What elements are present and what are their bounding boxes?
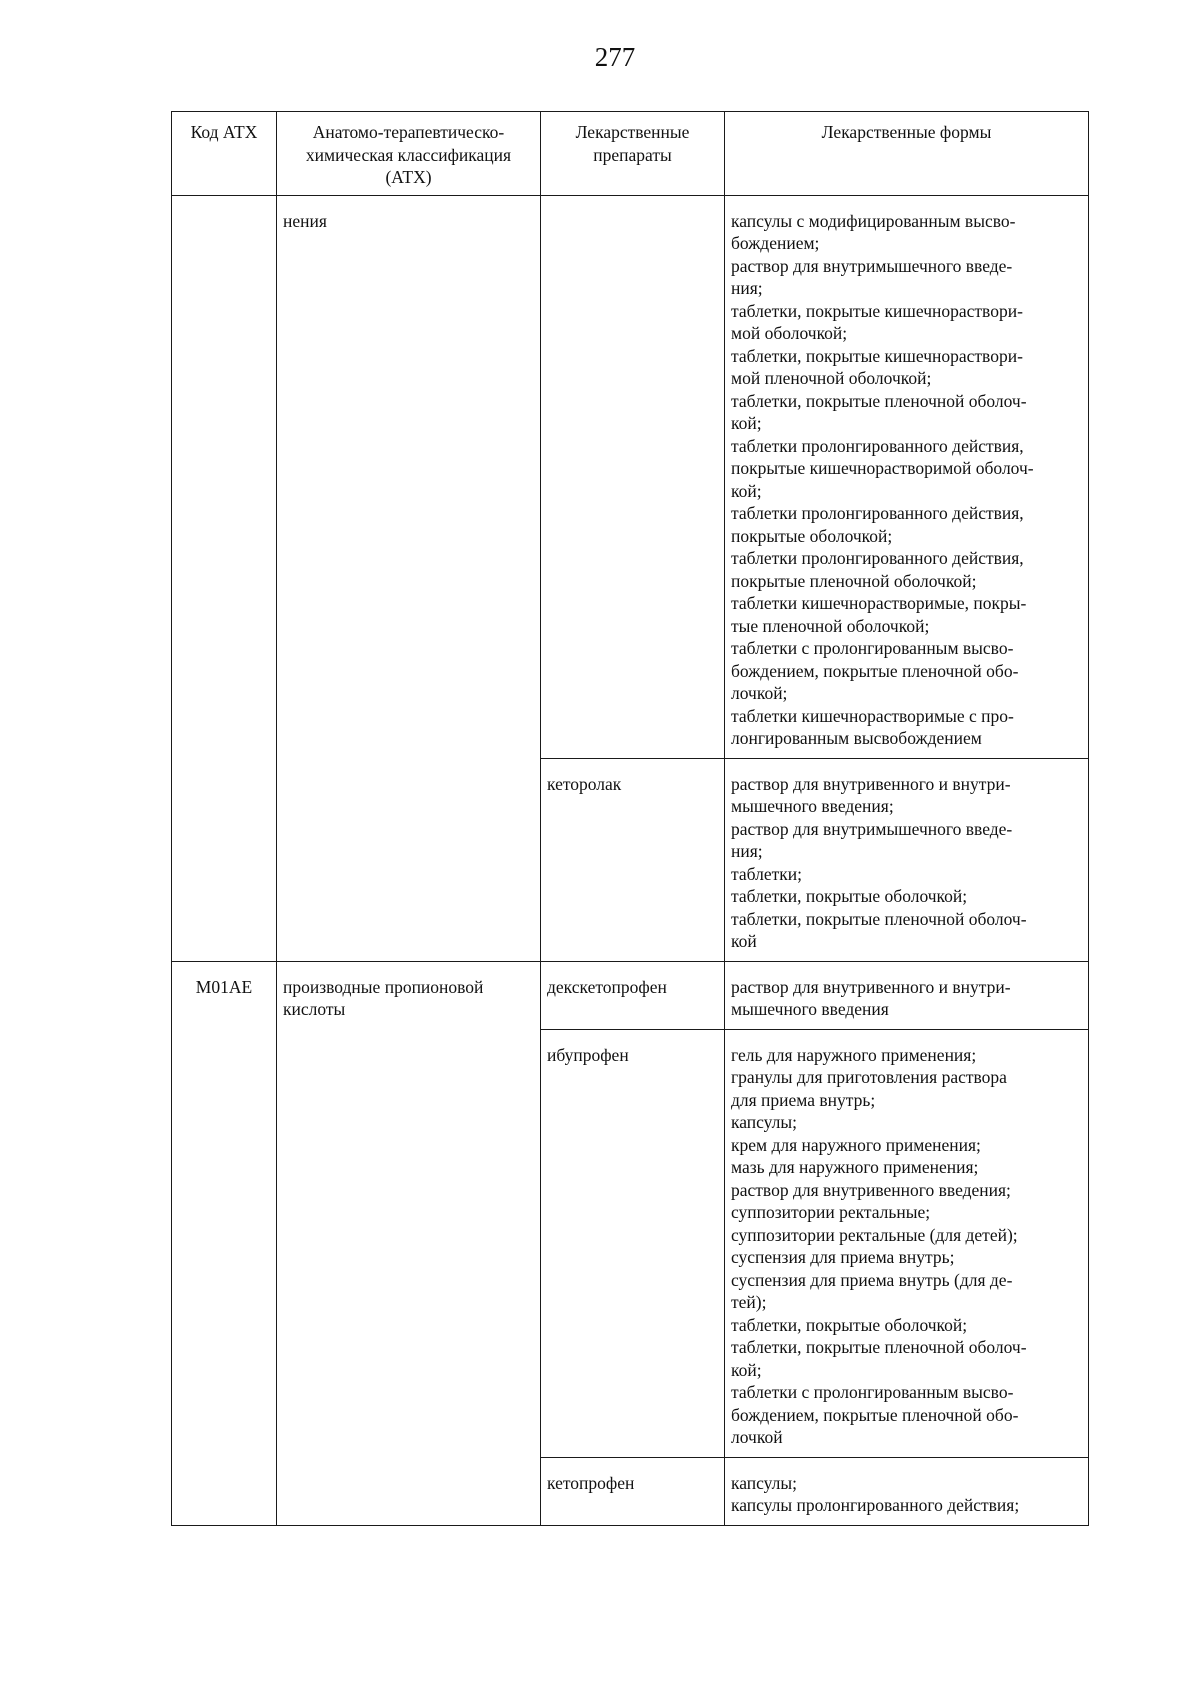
dosage-form-line: капсулы с модифицированным высво-: [731, 210, 1016, 231]
dosage-form-line: кой: [731, 931, 757, 951]
dosage-form-line: раствор для внутримышечного введе-: [731, 818, 1013, 839]
dosage-form-line: суспензия для приема внутрь;: [731, 1247, 955, 1267]
dosage-forms-cell: [725, 758, 1089, 961]
atx-drug-table: [171, 111, 1089, 1526]
dosage-form-line: таблетки с пролонгированным высво-: [731, 638, 1014, 658]
dosage-form-line: таблетки, покрытые пленочной оболоч-: [731, 908, 1027, 929]
dosage-form-line: таблетки пролонгированного действия,: [731, 435, 1024, 456]
dosage-form-line: таблетки пролонгированного действия,: [731, 548, 1024, 568]
dosage-form-line: для приема внутрь;: [731, 1089, 876, 1110]
dosage-form-line: ния;: [731, 841, 763, 861]
dosage-form-line: лочкой;: [731, 683, 788, 703]
dosage-form-line: таблетки, покрытые оболочкой;: [731, 1314, 968, 1335]
dosage-form-line: таблетки, покрытые оболочкой;: [731, 886, 968, 906]
dosage-form-line: бождением;: [731, 233, 820, 253]
dosage-form-line: суппозитории ректальные;: [731, 1202, 931, 1222]
dosage-form-line: суспензия для приема внутрь (для де-: [731, 1269, 1013, 1290]
dosage-forms-cell: [725, 961, 1089, 1029]
dosage-form-line: кой;: [731, 413, 762, 433]
dosage-forms-cell: [725, 1457, 1089, 1525]
dosage-form-line: суппозитории ректальные (для детей);: [731, 1224, 1018, 1245]
drug-name-cell: ибупрофен: [541, 1029, 725, 1457]
dosage-form-line: ния;: [731, 278, 763, 298]
dosage-form-line: мой пленочной оболочкой;: [731, 368, 932, 388]
dosage-form-line: мышечного введения: [731, 999, 889, 1019]
drug-name-cell: [541, 195, 725, 758]
dosage-form-line: кой;: [731, 480, 762, 501]
dosage-form-line: мазь для наружного применения;: [731, 1157, 979, 1177]
dosage-form-line: мышечного введения;: [731, 796, 894, 816]
drug-name-cell: кетопрофен: [541, 1457, 725, 1525]
dosage-form-line: мой оболочкой;: [731, 323, 848, 343]
dosage-form-line: таблетки, покрытые пленочной оболоч-: [731, 1337, 1027, 1357]
dosage-form-line: раствор для внутривенного введения;: [731, 1179, 1011, 1200]
dosage-forms-cell: [725, 1029, 1089, 1457]
dosage-form-line: капсулы пролонгированного действия;: [731, 1495, 1020, 1515]
dosage-form-line: лонгированным высвобождением: [731, 728, 982, 748]
dosage-form-line: раствор для внутривенного и внутри-: [731, 773, 1011, 794]
dosage-form-line: гранулы для приготовления раствора: [731, 1067, 1007, 1087]
dosage-form-line: таблетки с пролонгированным высво-: [731, 1382, 1014, 1402]
dosage-form-line: таблетки, покрытые кишечнораствори-: [731, 300, 1023, 321]
page-number: 277: [594, 42, 636, 72]
atx-classification-cell: нения: [277, 195, 541, 961]
drug-name-cell: кеторолак: [541, 758, 725, 961]
dosage-form-line: капсулы;: [731, 1472, 798, 1493]
header-atx-code: Код АТХ: [172, 112, 277, 196]
dosage-form-line: кой;: [731, 1359, 762, 1380]
dosage-form-line: покрытые оболочкой;: [731, 525, 893, 546]
dosage-forms-cell: [725, 195, 1089, 758]
dosage-form-line: покрытые пленочной оболочкой;: [731, 570, 977, 591]
dosage-form-line: тей);: [731, 1292, 767, 1312]
dosage-form-line: бождением, покрытые пленочной обо-: [731, 660, 1019, 681]
dosage-form-line: бождением, покрытые пленочной обо-: [731, 1404, 1019, 1425]
table-row: [172, 195, 1089, 758]
atx-classification-cell: производные пропионовой кислоты: [277, 961, 541, 1525]
dosage-form-line: раствор для внутримышечного введе-: [731, 255, 1013, 276]
dosage-form-line: раствор для внутривенного и внутри-: [731, 976, 1011, 997]
table-header-row: [172, 112, 1089, 196]
header-atx-classification: Анатомо-терапевтическо-химическая классификация (АТХ): [277, 112, 541, 196]
dosage-form-line: крем для наружного применения;: [731, 1134, 981, 1155]
dosage-form-line: таблетки;: [731, 863, 802, 884]
dosage-form-line: лочкой: [731, 1427, 783, 1447]
table-row: [172, 961, 1089, 1029]
atx-code-cell: [172, 195, 277, 961]
dosage-form-line: тые пленочной оболочкой;: [731, 615, 930, 636]
dosage-form-line: таблетки кишечнорастворимые, покры-: [731, 593, 1027, 613]
header-drugs: Лекарственные препараты: [541, 112, 725, 196]
dosage-form-line: гель для наружного применения;: [731, 1044, 977, 1065]
dosage-form-line: таблетки, покрытые кишечнораствори-: [731, 345, 1023, 366]
header-dosage-forms: Лекарственные формы: [725, 112, 1089, 196]
atx-code-cell: M01AE: [172, 961, 277, 1525]
dosage-form-line: капсулы;: [731, 1112, 798, 1132]
drug-name-cell: декскетопрофен: [541, 961, 725, 1029]
dosage-form-line: покрытые кишечнорастворимой оболоч-: [731, 458, 1034, 478]
dosage-form-line: таблетки кишечнорастворимые с про-: [731, 705, 1014, 726]
dosage-form-line: таблетки пролонгированного действия,: [731, 503, 1024, 523]
dosage-form-line: таблетки, покрытые пленочной оболоч-: [731, 390, 1027, 411]
